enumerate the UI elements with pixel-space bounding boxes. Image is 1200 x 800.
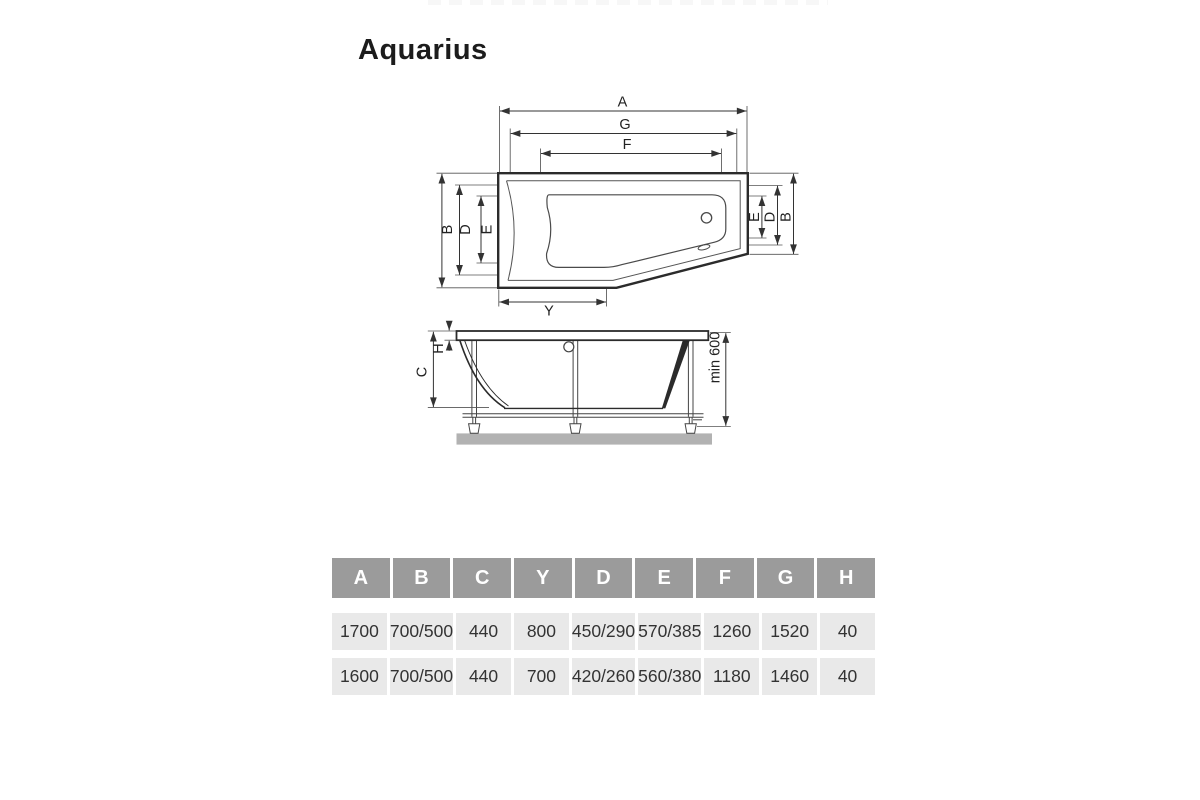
- header-cell-h: H: [817, 558, 875, 598]
- dim-label-f: F: [622, 137, 632, 153]
- dim-label-a: A: [617, 94, 628, 111]
- dimensions-table: [332, 558, 875, 703]
- dimensions-table-header: [332, 558, 875, 598]
- table-cell: 1460: [762, 658, 817, 695]
- top-view-drawing: [437, 95, 799, 320]
- dim-label-b-left: B: [440, 224, 456, 235]
- dim-label-e-right: E: [747, 212, 763, 222]
- table-cell: 450/290: [572, 613, 635, 650]
- table-cell: 40: [820, 658, 875, 695]
- dim-label-y: Y: [544, 303, 554, 320]
- adjustable-feet: [469, 417, 697, 433]
- header-cell-f: F: [696, 558, 754, 598]
- table-row: [332, 613, 875, 650]
- product-title: Aquarius: [358, 34, 488, 66]
- table-row: [332, 658, 875, 695]
- table-cell: 1600: [332, 658, 387, 695]
- table-cell: 1700: [332, 613, 387, 650]
- table-cell: 1180: [704, 658, 759, 695]
- header-cell-a: A: [332, 558, 390, 598]
- table-cell: 570/385: [638, 613, 701, 650]
- dim-label-d-left: D: [458, 224, 474, 235]
- table-cell: 1520: [762, 613, 817, 650]
- header-cell-b: B: [393, 558, 451, 598]
- table-cell: 560/380: [638, 658, 701, 695]
- table-cell: 700: [514, 658, 569, 695]
- table-cell: 440: [456, 613, 511, 650]
- overflow-hole-side: [564, 342, 574, 352]
- table-cell: 40: [820, 613, 875, 650]
- ground-strip: [457, 433, 713, 444]
- dim-label-e-left: E: [479, 224, 496, 235]
- header-cell-c: C: [453, 558, 511, 598]
- header-cell-g: G: [757, 558, 815, 598]
- table-cell: 420/260: [572, 658, 635, 695]
- side-view-bathtub: [457, 331, 709, 408]
- header-cell-y: Y: [514, 558, 572, 598]
- dim-label-min-600: min 600: [707, 331, 724, 384]
- dim-label-c: C: [414, 366, 431, 378]
- table-cell: 800: [514, 613, 569, 650]
- table-cell: 440: [456, 658, 511, 695]
- rim-bar: [457, 331, 709, 340]
- dim-label-b-right: B: [778, 212, 795, 222]
- table-cell: 700/500: [390, 658, 453, 695]
- table-cell: 700/500: [390, 613, 453, 650]
- side-view-drawing: [415, 322, 731, 445]
- table-cell: 1260: [704, 613, 759, 650]
- header-cell-e: E: [635, 558, 693, 598]
- dim-label-g: G: [619, 117, 631, 133]
- dim-label-d-right: D: [762, 211, 779, 223]
- top-view-bathtub-outline: [498, 173, 748, 288]
- dim-label-h: H: [431, 343, 447, 354]
- header-cell-d: D: [575, 558, 633, 598]
